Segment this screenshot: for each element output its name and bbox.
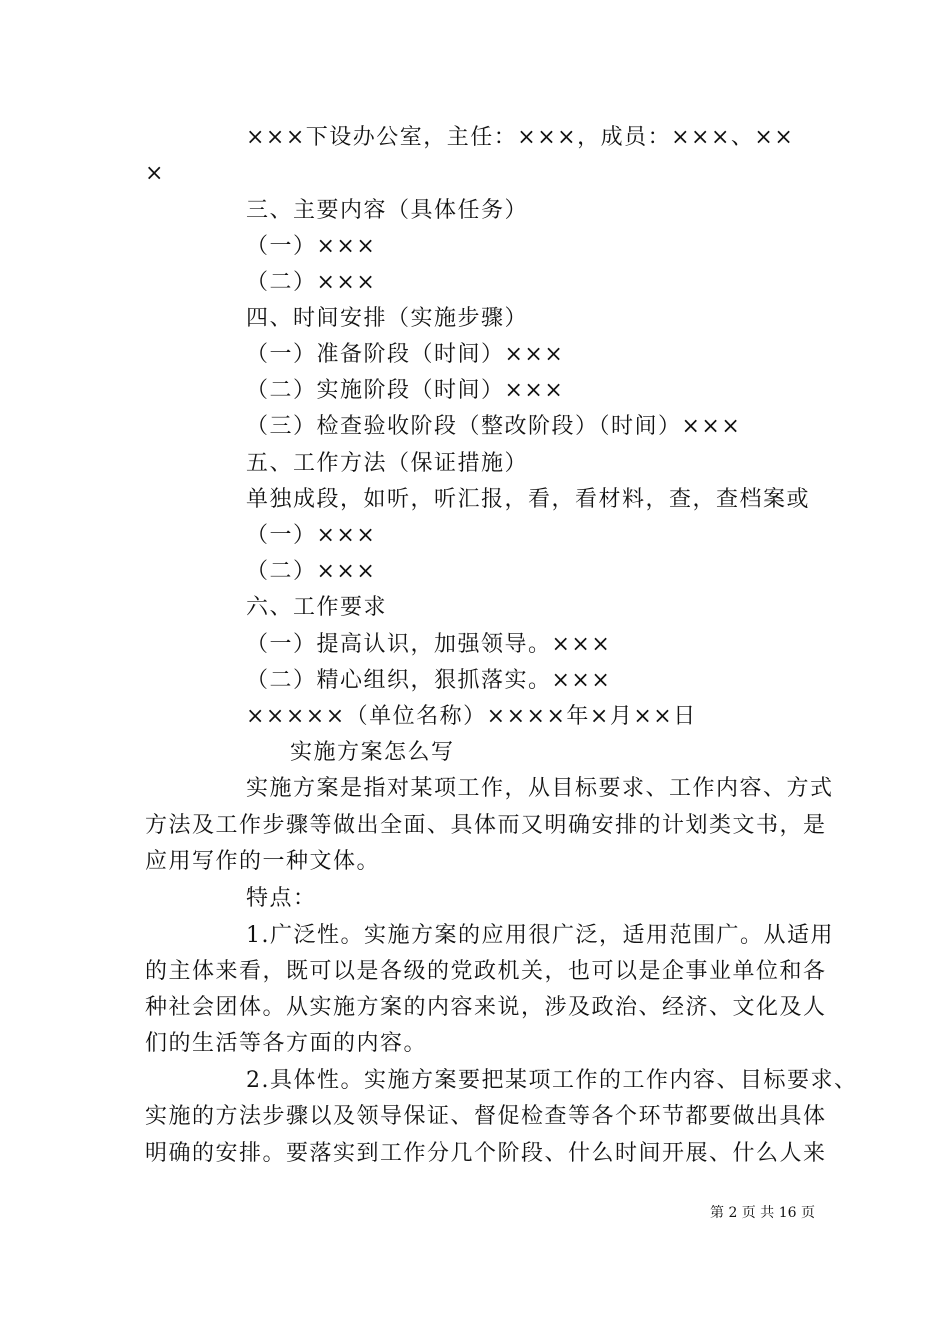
text-line: ×××下设办公室，主任：×××，成员：×××、×× (246, 125, 795, 150)
section-heading: 三、主要内容（具体任务） (246, 198, 529, 223)
text-line: 单独成段，如听，听汇报，看，看材料，查，查档案或 (246, 487, 811, 512)
page-number-footer: 第 2 页 共 16 页 (710, 1205, 815, 1221)
text-line: 实施方案是指对某项工作，从目标要求、工作内容、方式 (246, 776, 834, 801)
section-heading: 四、时间安排（实施步骤） (246, 306, 529, 331)
text-line: 明确的安排。要落实到工作分几个阶段、什么时间开展、什么人来 (145, 1141, 827, 1166)
section-heading: 五、工作方法（保证措施） (246, 451, 529, 476)
text-line: （二）实施阶段（时间）××× (246, 378, 565, 403)
text-line: × (145, 161, 165, 186)
text-line: （一）××× (246, 523, 377, 548)
text-line: （二）精心组织，狠抓落实。××× (246, 668, 612, 693)
text-line: 应用写作的一种文体。 (145, 849, 381, 874)
text-line: （三）检查验收阶段（整改阶段）（时间）××× (246, 414, 742, 439)
text-line: （二）××× (246, 270, 377, 295)
text-line: （一）准备阶段（时间）××× (246, 342, 565, 367)
text-line: 方法及工作步骤等做出全面、具体而又明确安排的计划类文书，是 (145, 813, 827, 838)
text-line: 们的生活等各方面的内容。 (145, 1031, 428, 1056)
section-heading: 六、工作要求 (246, 595, 388, 620)
text-line: 实施的方法步骤以及领导保证、督促检查等各个环节都要做出具体 (145, 1104, 827, 1129)
text-line: （二）××× (246, 559, 377, 584)
text-line: 2.具体性。实施方案要把某项工作的工作内容、目标要求、 (246, 1068, 858, 1093)
text-line: 的主体来看，既可以是各级的党政机关，也可以是企事业单位和各 (145, 959, 827, 984)
article-title: 实施方案怎么写 (290, 740, 455, 765)
text-line: 1.广泛性。实施方案的应用很广泛，适用范围广。从适用 (246, 923, 834, 948)
signature-line: ×××××（单位名称）××××年×月××日 (246, 704, 697, 729)
text-line: （一）提高认识，加强领导。××× (246, 632, 612, 657)
text-line: （一）××× (246, 234, 377, 259)
text-line: 特点： (246, 886, 317, 911)
text-line: 种社会团体。从实施方案的内容来说，涉及政治、经济、文化及人 (145, 995, 827, 1020)
